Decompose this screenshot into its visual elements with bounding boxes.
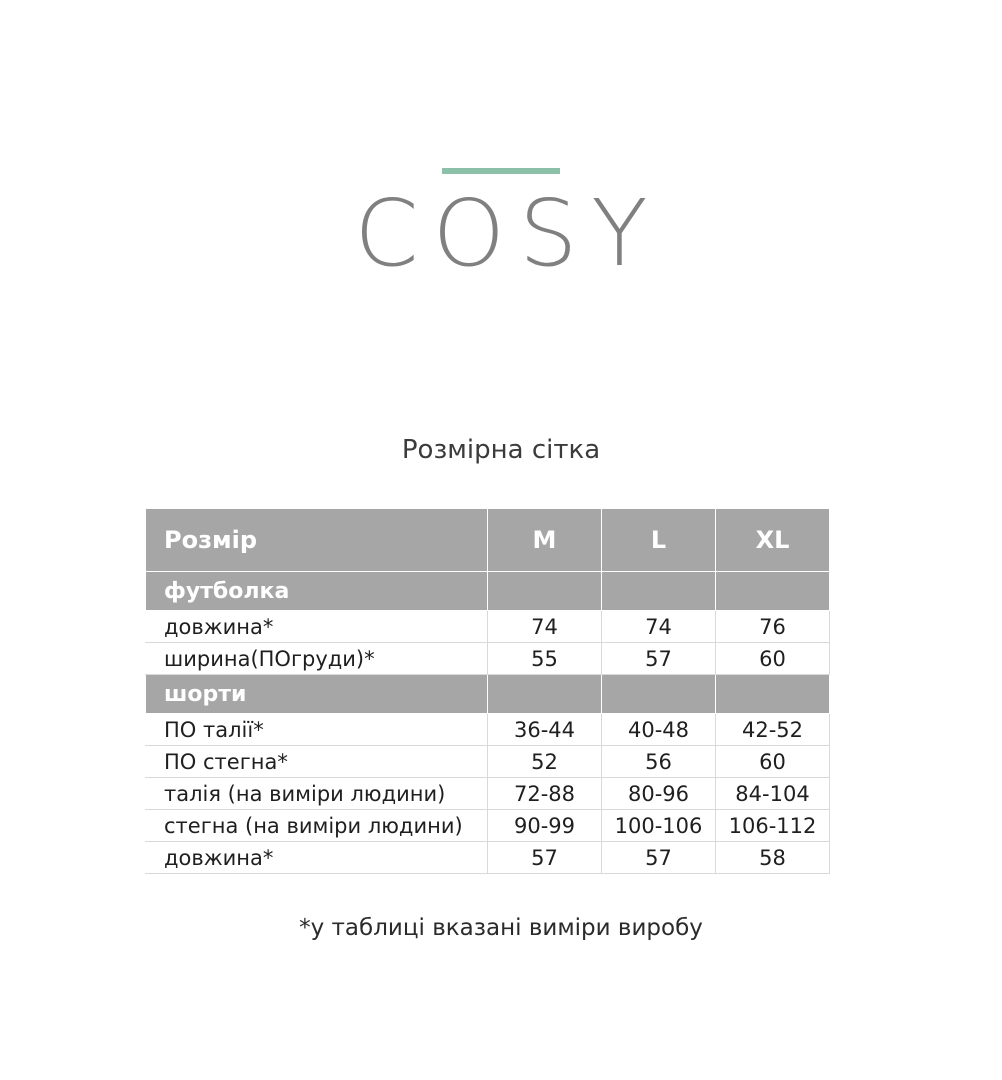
row-label: талія (на виміри людини)	[146, 778, 488, 810]
row-value-l: 80-96	[602, 778, 716, 810]
row-label: довжина*	[146, 611, 488, 643]
header-size-l: L	[602, 509, 716, 572]
table-header-row	[146, 509, 830, 572]
row-value-l: 57	[602, 643, 716, 675]
row-value-l: 56	[602, 746, 716, 778]
group-spacer-cell	[602, 572, 716, 611]
row-value-m: 55	[488, 643, 602, 675]
row-value-l: 100-106	[602, 810, 716, 842]
group-spacer-cell	[488, 675, 602, 714]
row-label: ПО талії*	[146, 714, 488, 746]
table-row	[146, 611, 830, 643]
size-table-container	[145, 508, 829, 874]
footnote-text: *у таблиці вказані виміри виробу	[299, 915, 703, 941]
group-spacer-cell	[716, 675, 830, 714]
brand-logo	[0, 168, 1002, 287]
size-table	[145, 508, 830, 874]
row-label: довжина*	[146, 842, 488, 874]
table-row	[146, 778, 830, 810]
row-value-l: 57	[602, 842, 716, 874]
row-value-m: 72-88	[488, 778, 602, 810]
row-value-xl: 60	[716, 746, 830, 778]
row-value-xl: 60	[716, 643, 830, 675]
header-size-xl: XL	[716, 509, 830, 572]
table-row	[146, 842, 830, 874]
group-row-tshirt	[146, 572, 830, 611]
row-value-xl: 42-52	[716, 714, 830, 746]
group-label-shorts: шорти	[146, 675, 488, 714]
row-value-l: 40-48	[602, 714, 716, 746]
group-spacer-cell	[716, 572, 830, 611]
group-row-shorts	[146, 675, 830, 714]
row-value-xl: 84-104	[716, 778, 830, 810]
row-label: ПО стегна*	[146, 746, 488, 778]
logo-wordmark: COSY	[354, 180, 662, 287]
header-size-m: M	[488, 509, 602, 572]
row-label: ширина(ПОгруди)*	[146, 643, 488, 675]
size-table-body	[146, 509, 830, 874]
group-label-tshirt: футболка	[146, 572, 488, 611]
row-value-xl: 76	[716, 611, 830, 643]
row-value-m: 74	[488, 611, 602, 643]
row-value-xl: 106-112	[716, 810, 830, 842]
table-row	[146, 810, 830, 842]
table-row	[146, 714, 830, 746]
row-label: стегна (на виміри людини)	[146, 810, 488, 842]
group-spacer-cell	[602, 675, 716, 714]
group-spacer-cell	[488, 572, 602, 611]
table-row	[146, 643, 830, 675]
row-value-m: 57	[488, 842, 602, 874]
row-value-m: 90-99	[488, 810, 602, 842]
row-value-m: 36-44	[488, 714, 602, 746]
header-label-cell: Розмір	[146, 509, 488, 572]
logo-accent-bar	[442, 168, 560, 174]
row-value-m: 52	[488, 746, 602, 778]
row-value-l: 74	[602, 611, 716, 643]
page-title: Розмірна сітка	[401, 435, 601, 465]
table-row	[146, 746, 830, 778]
row-value-xl: 58	[716, 842, 830, 874]
